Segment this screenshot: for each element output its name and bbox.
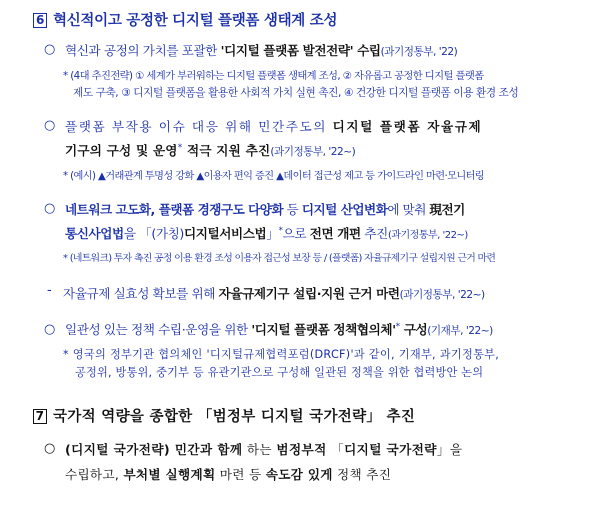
section-7-line-2 (65, 464, 391, 483)
note-star: * (63, 253, 68, 264)
footnote-star: * (395, 321, 400, 332)
section-7-title: 국가적 역량을 종합한 「범정부 디지털 국가전략」 추진 (53, 409, 416, 425)
item-5-line-1 (65, 319, 493, 338)
item-4-line-1 (63, 283, 485, 302)
text-bold: 네트워크 고도화, 플랫폼 경쟁구도 다양화 (65, 202, 284, 217)
text-bold: 기구의 구성 및 운영 (65, 143, 178, 158)
text: 정책 추진 (332, 467, 392, 482)
text: 수립하고, (65, 467, 124, 482)
footnote-star: * (177, 142, 183, 153)
bullet-circle: ○ (44, 322, 56, 337)
bullet-dash: - (47, 283, 52, 298)
text-bold: 디지털 산업변화 (301, 202, 388, 217)
bullet-circle: ○ (44, 42, 56, 57)
text-bold: 민간과 함께 (170, 442, 243, 457)
text: 추진 (360, 226, 388, 241)
text: 등 (283, 202, 302, 217)
text: 마련 등 (215, 467, 266, 482)
text: 을 「(가칭) (123, 226, 184, 241)
text-bold: '디지털 플랫폼 정책협의체' (251, 322, 396, 337)
section-7-heading (33, 405, 415, 426)
item-3-line-1 (65, 199, 465, 218)
text-agency: (기재부, '22~) (427, 325, 493, 337)
item-2-line-1 (65, 116, 482, 135)
text-agency: (과기정통부, '22) (380, 46, 458, 58)
text: 「 (326, 442, 345, 457)
bullet-circle: ○ (44, 201, 56, 216)
text-bold: 디지털 플랫폼 자율규제 (332, 119, 483, 134)
item-1-line-1 (65, 40, 457, 59)
item-3-note-line-1 (63, 250, 495, 264)
bullet-circle: ○ (44, 441, 56, 456)
section-6-heading (33, 9, 337, 30)
text-agency: (과기정통부, '22~) (270, 146, 356, 158)
text-bold: 자율규제기구 설립·지원 근거 마련 (218, 286, 400, 301)
text: 하는 (242, 442, 277, 457)
text-bold: '디지털 플랫폼 발전전략' 수립 (220, 43, 381, 58)
text-bold: 적극 지원 추진 (182, 143, 271, 158)
item-2-note-line-1 (63, 167, 484, 182)
note-star: * (63, 70, 68, 82)
section-7-number: 7 (33, 409, 47, 424)
section-6-title: 혁신적이고 공정한 디지털 플랫폼 생태계 조성 (53, 13, 338, 29)
text-bold: 구성 (399, 322, 428, 337)
text-bold: 디지털서비스법 (183, 226, 267, 241)
note-text: (4대 추진전략) ① 세계가 부러워하는 디지털 플랫폼 생태계 조성, ② 자유롭고 공정한 디지털 플랫폼 (70, 70, 484, 82)
text: 플랫폼 부작용 이슈 대응 위해 민간주도의 (65, 119, 333, 134)
text-bold: 범정부적 (276, 442, 327, 457)
note-text: (네트워크) 투자 촉진 공정 이용 환경 조성 이용자 접근성 보장 등 / (플랫폼) 자율규제기구 설립지원 근거 마련 (69, 253, 496, 264)
text-bold: 부처별 실행계획 (123, 467, 216, 482)
item-5-note-line-2: 공정위, 방통위, 중기부 등 유관기관으로 구성해 일관된 정책을 위한 협력방안 논의 (75, 366, 484, 379)
text-bold: 디지털 국가전략 (344, 442, 437, 457)
text: 」을 (436, 442, 463, 457)
text: 으로 (282, 226, 310, 241)
text-agency: (과기정통부, '22~) (399, 289, 485, 301)
text: 자율규제 실효성 확보를 위해 (63, 286, 219, 301)
text-bold: 통신사업법 (65, 226, 124, 241)
text-bold: 現전기 (429, 202, 465, 217)
text-agency: (과기정통부, '22~) (387, 230, 468, 241)
footnote-star: * (278, 225, 283, 236)
note-text: (예시) ▲거래관계 투명성 강화 ▲이용자 편익 증진 ▲데이터 접근성 제고 등 가이드라인 마련·모니터링 (70, 171, 485, 182)
item-2-line-2 (65, 140, 355, 159)
bullet-circle: ○ (44, 118, 56, 133)
text-bold: 전면 개편 (309, 226, 361, 241)
text: 혁신과 공정의 가치를 포괄한 (65, 43, 221, 58)
text-bold: 속도감 있게 (265, 467, 333, 482)
item-1-note-line-1 (63, 67, 484, 82)
note-star: * (63, 171, 68, 182)
text: 에 맞춰 (387, 202, 430, 217)
text-bold: (디지털 국가전략) (65, 442, 171, 457)
section-7-line-1 (65, 439, 462, 458)
item-5-note-line-1 (63, 346, 499, 362)
text: 」 (266, 226, 279, 241)
item-1-note-line-2: 제도 구축, ③ 디지털 플랫폼을 활용한 사회적 가치 실현 촉진, ④ 건강한 디지털 플랫폼 이용 환경 조성 (73, 87, 519, 99)
text: 일관성 있는 정책 수립·운영을 위한 (65, 322, 252, 337)
item-3-line-2 (65, 223, 468, 242)
note-text: 영국의 정부기관 협의체인 '디지털규제협력포럼(DRCF)'과 같이, 기재부, 과기정통부, (72, 348, 500, 361)
section-6-number: 6 (33, 13, 47, 28)
note-star: * (63, 348, 69, 361)
